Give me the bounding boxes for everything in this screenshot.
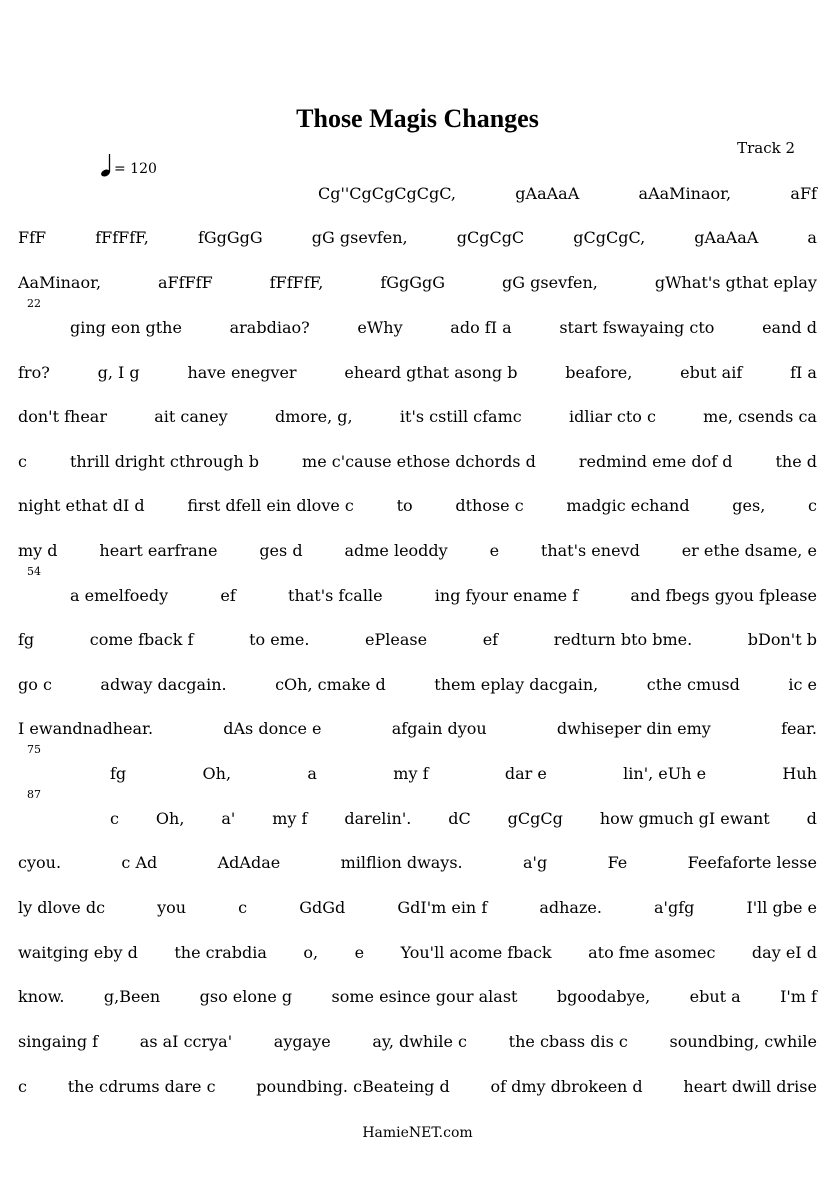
lyric-segment: er ethe dsame, e: [681, 540, 817, 560]
lyric-line: [18, 896, 817, 918]
lyric-line: [18, 1030, 817, 1052]
lyric-segment: Oh,: [202, 763, 232, 783]
lyric-segment: know.: [18, 986, 65, 1006]
lyric-segment: dar e: [504, 763, 547, 783]
lyric-line: [18, 271, 817, 293]
lyric-segment: go c: [18, 674, 52, 694]
lyric-segment: gCgCg: [507, 808, 563, 828]
lyric-segment: e: [354, 942, 365, 962]
lyric-segment: me c'cause ethose dchords d: [302, 451, 536, 471]
lyric-segment: Feefaforte lesse: [687, 852, 817, 872]
lyric-segment: heart dwill drise: [683, 1076, 817, 1096]
lyric-segment: c: [110, 808, 119, 828]
lyric-segment: arabdiao?: [229, 317, 310, 337]
quarter-note-icon: [100, 153, 112, 177]
lyric-segment: a': [221, 808, 236, 828]
lyric-segment: madgic echand: [566, 495, 690, 515]
lyric-segment: c: [238, 897, 248, 917]
lyric-segment: bDon't b: [747, 629, 817, 649]
lyric-segment: ges d: [259, 540, 303, 560]
lyric-segment: o,: [303, 942, 319, 962]
tempo-value: = 120: [114, 161, 157, 177]
lyric-segment: gAaAaA: [515, 183, 580, 203]
lyric-line: [70, 584, 817, 606]
lyric-segment: g,Been: [103, 986, 161, 1006]
lyric-segment: come fback f: [89, 629, 194, 649]
lyric-line: [110, 807, 817, 829]
lyric-segment: ado fI a: [450, 317, 512, 337]
lyric-segment: have enegver: [187, 362, 297, 382]
lyric-segment: ait caney: [154, 406, 228, 426]
lyric-segment: gG gsevfen,: [502, 272, 598, 292]
lyric-segment: idliar cto c: [568, 406, 656, 426]
lyric-segment: ging eon gthe: [70, 317, 182, 337]
lyric-segment: soundbing, cwhile: [669, 1031, 817, 1051]
lyric-segment: eWhy: [357, 317, 403, 337]
lyric-segment: g, I g: [97, 362, 140, 382]
lyric-segment: some esince gour alast: [331, 986, 518, 1006]
lyric-segment: the d: [775, 451, 817, 471]
lyric-line: [18, 226, 817, 248]
lyric-segment: cthe cmusd: [646, 674, 740, 694]
lyric-segment: FfF: [18, 227, 47, 247]
lyric-segment: redturn bto bme.: [553, 629, 693, 649]
lyric-segment: start fswayaing cto: [559, 317, 715, 337]
lyric-segment: ef: [482, 629, 499, 649]
lyric-segment: my d: [18, 540, 58, 560]
lyric-segment: a: [307, 763, 317, 783]
lyric-segment: Fe: [607, 852, 628, 872]
lyric-segment: don't fhear: [18, 406, 107, 426]
lyric-segment: gAaAaA: [694, 227, 759, 247]
lyric-segment: I'm f: [780, 986, 817, 1006]
lyric-segment: I ewandnadhear.: [18, 718, 154, 738]
lyric-segment: You'll acome fback: [400, 942, 552, 962]
lyric-segment: ing fyour ename f: [434, 585, 579, 605]
lyric-segment: ef: [220, 585, 236, 605]
lyric-line: [18, 717, 817, 739]
lyric-segment: fg: [110, 763, 127, 783]
lyric-segment: you: [157, 897, 187, 917]
lyric-segment: gso elone g: [199, 986, 293, 1006]
lyric-segment: them eplay dacgain,: [434, 674, 599, 694]
lyric-segment: gWhat's gthat eplay: [654, 272, 817, 292]
lyric-segment: my f: [272, 808, 308, 828]
track-label: Track 2: [737, 139, 795, 157]
lyric-segment: to: [396, 495, 413, 515]
lyric-segment: ges,: [732, 495, 766, 515]
lyric-segment: a'gfg: [654, 897, 695, 917]
lyric-segment: heart earfrane: [99, 540, 218, 560]
measure-number: 22: [27, 297, 41, 310]
lyric-segment: adway dacgain.: [100, 674, 227, 694]
lyric-segment: c: [18, 1076, 27, 1096]
lyric-segment: GdGd: [299, 897, 346, 917]
lyric-segment: fg: [18, 629, 35, 649]
lyric-segment: c: [808, 495, 817, 515]
lyric-line: [18, 494, 817, 516]
lyric-segment: the cbass dis c: [508, 1031, 628, 1051]
lyric-segment: that's fcalle: [288, 585, 383, 605]
lyric-segment: cOh, cmake d: [275, 674, 386, 694]
lyric-segment: d: [806, 808, 817, 828]
lyric-segment: the cdrums dare c: [67, 1076, 216, 1096]
lyric-segment: fI a: [790, 362, 817, 382]
lyric-line: [18, 450, 817, 472]
lyric-segment: aFf: [790, 183, 817, 203]
measure-number: 54: [27, 565, 41, 578]
lyric-line: [318, 182, 817, 204]
lyric-segment: c: [18, 451, 27, 471]
lyric-segment: Cg''CgCgCgCgC,: [318, 183, 456, 203]
lyric-segment: thrill dright cthrough b: [69, 451, 260, 471]
lyric-segment: it's cstill cfamc: [399, 406, 522, 426]
lyric-segment: Huh: [782, 763, 817, 783]
lyric-segment: afgain dyou: [391, 718, 487, 738]
lyric-segment: gG gsevfen,: [311, 227, 408, 247]
lyric-segment: aFfFfF: [158, 272, 213, 292]
lyric-segment: that's enevd: [540, 540, 640, 560]
lyric-segment: Oh,: [155, 808, 185, 828]
lyric-segment: adhaze.: [539, 897, 602, 917]
lyric-segment: bgoodabye,: [556, 986, 651, 1006]
lyric-segment: how gmuch gI ewant: [599, 808, 770, 828]
lyric-segment: aygaye: [273, 1031, 331, 1051]
lyric-segment: adme leoddy: [344, 540, 448, 560]
lyric-segment: ato fme asomec: [588, 942, 716, 962]
lyric-segment: my f: [393, 763, 429, 783]
lyric-line: [110, 762, 817, 784]
lyric-line: [18, 361, 817, 383]
lyric-segment: night ethat dI d: [18, 495, 145, 515]
measure-number: 87: [27, 788, 41, 801]
lyric-segment: AdAdae: [217, 852, 281, 872]
lyric-segment: c Ad: [121, 852, 158, 872]
tempo-marking: [100, 153, 157, 177]
lyric-segment: cyou.: [18, 852, 62, 872]
lyric-segment: beafore,: [565, 362, 633, 382]
lyric-segment: eheard gthat asong b: [344, 362, 518, 382]
lyric-segment: me, csends ca: [703, 406, 817, 426]
lyric-segment: as aI ccrya': [139, 1031, 233, 1051]
lyric-line: [18, 941, 817, 963]
lyric-line: [18, 405, 817, 427]
lyric-segment: first dfell ein dlove c: [187, 495, 354, 515]
lyric-segment: dwhiseper din emy: [556, 718, 711, 738]
lyric-segment: of dmy dbrokeen d: [490, 1076, 643, 1096]
lyric-segment: fear.: [781, 718, 817, 738]
lyric-segment: e: [489, 540, 500, 560]
lyric-segment: dthose c: [455, 495, 524, 515]
lyric-segment: ePlease: [365, 629, 428, 649]
lyric-segment: a'g: [523, 852, 548, 872]
lyric-segment: redmind eme dof d: [578, 451, 733, 471]
lyric-line: [18, 1075, 817, 1097]
footer-site: HamieNET.com: [362, 1125, 473, 1141]
lyric-segment: a emelfoedy: [70, 585, 169, 605]
lyric-segment: ay, dwhile c: [372, 1031, 467, 1051]
lyric-segment: the crabdia: [174, 942, 267, 962]
lyric-segment: to eme.: [249, 629, 310, 649]
lyric-line: [70, 316, 817, 338]
lyric-segment: fFfFfF,: [269, 272, 324, 292]
lyric-segment: gCgCgC,: [573, 227, 646, 247]
lyric-segment: a: [807, 227, 817, 247]
lyric-segment: AaMinaor,: [18, 272, 102, 292]
lyric-segment: lin', eUh e: [623, 763, 707, 783]
lyric-line: [18, 985, 817, 1007]
lyric-segment: I'll gbe e: [746, 897, 817, 917]
lyric-segment: fFfFfF,: [95, 227, 149, 247]
lyric-segment: waitging eby d: [18, 942, 138, 962]
lyric-segment: ly dlove dc: [18, 897, 106, 917]
lyric-segment: dAs donce e: [223, 718, 322, 738]
lyric-line: [18, 851, 817, 873]
lyric-line: [18, 628, 817, 650]
lyric-segment: fGgGgG: [197, 227, 263, 247]
lyric-segment: and fbegs gyou fplease: [630, 585, 817, 605]
lyric-segment: eand d: [762, 317, 817, 337]
lyric-segment: ebut aif: [680, 362, 743, 382]
lyric-segment: ebut a: [689, 986, 741, 1006]
lyric-segment: milflion dways.: [340, 852, 463, 872]
lyric-segment: GdI'm ein f: [397, 897, 488, 917]
song-title: Those Magis Changes: [296, 104, 539, 133]
lyric-segment: dC: [448, 808, 471, 828]
lyric-segment: fGgGgG: [380, 272, 446, 292]
lyric-segment: day eI d: [751, 942, 817, 962]
lyric-segment: gCgCgC: [456, 227, 525, 247]
lyric-segment: poundbing. cBeateing d: [256, 1076, 450, 1096]
lyric-segment: dmore, g,: [274, 406, 353, 426]
lyric-segment: fro?: [18, 362, 50, 382]
measure-number: 75: [27, 743, 41, 756]
lyric-segment: aAaMinaor,: [638, 183, 732, 203]
lyric-segment: ic e: [788, 674, 817, 694]
lyric-line: [18, 673, 817, 695]
lyric-segment: singaing f: [18, 1031, 99, 1051]
lyric-segment: darelin'.: [344, 808, 412, 828]
lyric-line: [18, 539, 817, 561]
